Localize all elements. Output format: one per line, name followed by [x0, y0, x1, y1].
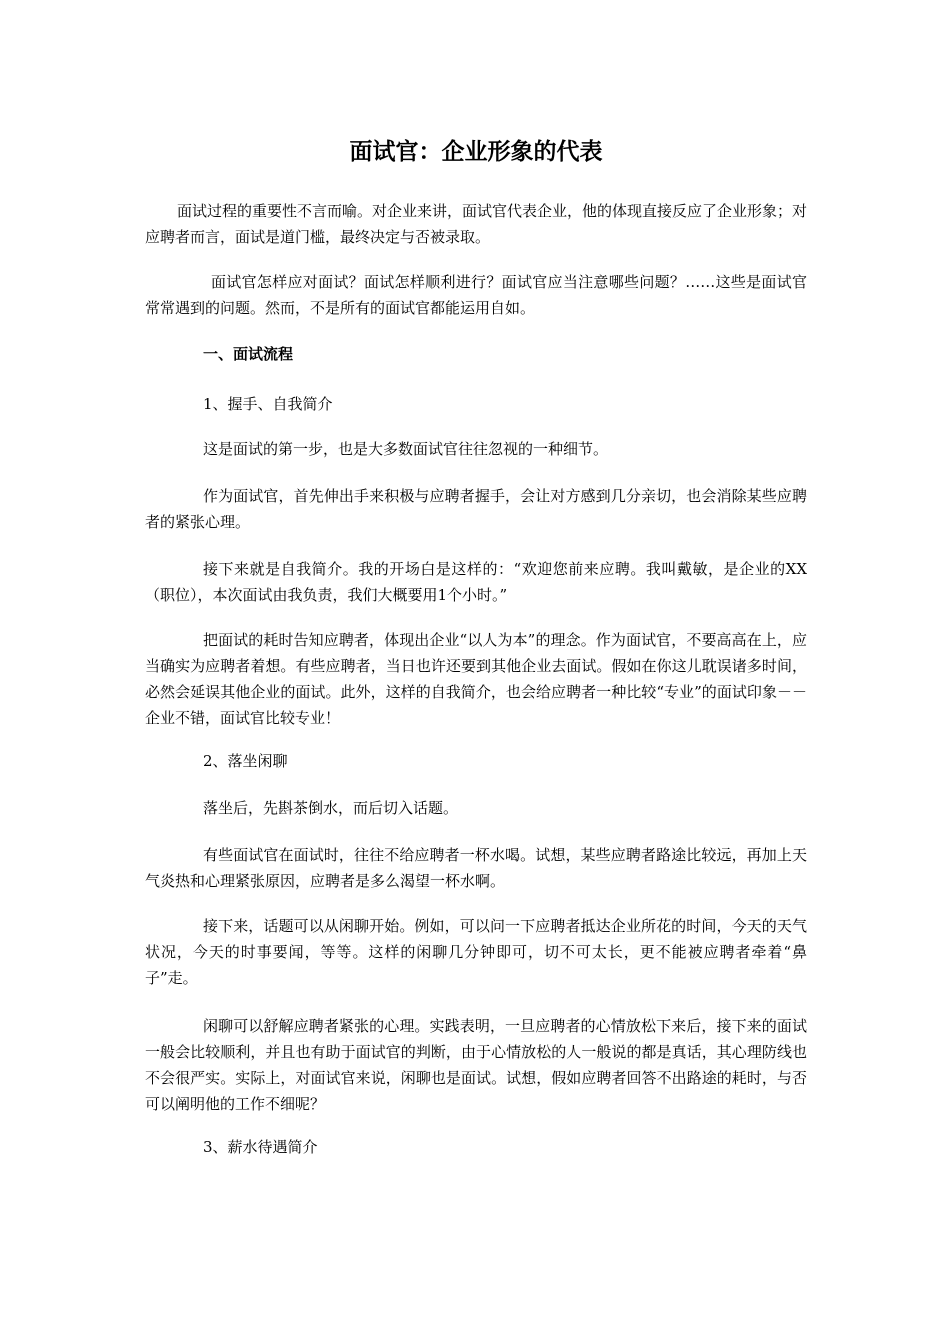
document-page — [145, 0, 807, 1344]
paragraph-chat-topics: 接下来，话题可以从闲聊开始。例如，可以问一下应聘者抵达企业所花的时间，今天的天气状况，今天的时事要闻，等等。这样的闲聊几分钟即可，切不可太长，更不能被应聘者牵着“鼻子”走。 — [145, 917, 807, 987]
paragraph-water: 有些面试官在面试时，往往不给应聘者一杯水喝。试想，某些应聘者路途比较远，再加上天气炎热和心理紧张原因，应聘者是多么渴望一杯水啊。 — [145, 846, 807, 890]
subheading-small-talk: 2、落坐闲聊 — [203, 752, 288, 770]
paragraph-serve-tea: 落坐后，先斟茶倒水，而后切入话题。 — [203, 799, 459, 817]
subheading-salary: 3、薪水待遇简介 — [203, 1138, 318, 1156]
paragraph-handshake-detail: 作为面试官，首先伸出手来积极与应聘者握手，会让对方感到几分亲切，也会消除某些应聘者的紧张心理。 — [145, 487, 807, 531]
paragraph-time-notice: 把面试的耗时告知应聘者，体现出企业“以人为本”的理念。作为面试官，不要高高在上，应当确实为应聘者着想。有些应聘者，当日也许还要到其他企业去面试。假如在你这儿耽误诸多时间，必然会延误其他企业的面试。此外，这样的自我简介，也会给应聘者一种比较“专业”的面试印象－－企业不错，面试官比较专业！ — [145, 631, 807, 727]
document-title: 面试官：企业形象的代表 — [349, 139, 603, 165]
paragraph-chat-benefits: 闲聊可以舒解应聘者紧张的心理。实践表明，一旦应聘者的心情放松下来后，接下来的面试一般会比较顺利，并且也有助于面试官的判断，由于心情放松的人一般说的都是真话，其心理防线也不会很严实。实际上，对面试官来说，闲聊也是面试。试想，假如应聘者回答不出路途的耗时，与否可以阐明他的工作不细呢？ — [145, 1017, 807, 1113]
subheading-handshake: 1、握手、自我简介 — [203, 395, 333, 413]
paragraph-first-step: 这是面试的第一步，也是大多数面试官往往忽视的一种细节。 — [203, 440, 609, 458]
paragraph-self-introduction: 接下来就是自我简介。我的开场白是这样的：“欢迎您前来应聘。我叫戴敏，是企业的XX（职位），本次面试由我负责，我们大概要用1个小时。” — [145, 560, 807, 604]
paragraph-importance: 面试过程的重要性不言而喻。对企业来讲，面试官代表企业，他的体现直接反应了企业形象；对应聘者而言，面试是道门槛，最终决定与否被录取。 — [145, 202, 808, 246]
section-heading-interview-process: 一、面试流程 — [203, 345, 294, 363]
paragraph-questions: 面试官怎样应对面试？面试怎样顺利进行？面试官应当注意哪些问题？……这些是面试官常常遇到的问题。然而，不是所有的面试官都能运用自如。 — [145, 273, 807, 317]
